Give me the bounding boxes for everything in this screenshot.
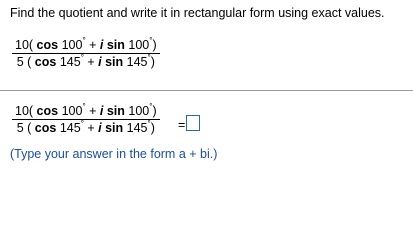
answer-numerator-cos-arg: 100 bbox=[61, 104, 83, 118]
fraction-numerator: 10( cos 100° + i sin 100°) bbox=[15, 36, 157, 52]
answer-format-hint-text: (Type your answer in the form a + bi.) bbox=[10, 147, 218, 161]
answer-numerator-sin-arg: 100 bbox=[128, 104, 150, 118]
instruction-text: Find the quotient and write it in rectangular form using exact values. bbox=[10, 6, 385, 20]
answer-numerator-coefficient: 10 bbox=[15, 104, 29, 118]
fraction-bar bbox=[12, 53, 160, 54]
answer-denominator-sin-arg: 145 bbox=[126, 121, 148, 135]
answer-fraction-numerator: 10( cos 100° + i sin 100°) bbox=[15, 102, 157, 118]
denominator-cos-arg: 145 bbox=[59, 55, 81, 69]
denominator-coefficient: 5 bbox=[16, 55, 24, 69]
numerator-cos-arg: 100 bbox=[61, 38, 83, 52]
answer-fraction bbox=[12, 104, 160, 135]
answer-fraction-bar bbox=[12, 119, 160, 120]
answer-denominator-coefficient: 5 bbox=[16, 121, 24, 135]
answer-denominator-cos-arg: 145 bbox=[59, 121, 81, 135]
answer-format-hint bbox=[10, 147, 217, 161]
equals-sign: = bbox=[178, 118, 186, 132]
denominator-sin-arg: 145 bbox=[126, 55, 148, 69]
section-divider bbox=[0, 90, 413, 91]
numerator-sin-arg: 100 bbox=[128, 38, 150, 52]
answer-fraction-denominator: 5 ( cos 145° + i sin 145°) bbox=[16, 119, 155, 135]
fraction-denominator: 5 ( cos 145° + i sin 145°) bbox=[16, 53, 155, 69]
problem-fraction bbox=[12, 38, 160, 69]
answer-input-box[interactable] bbox=[186, 115, 200, 131]
numerator-coefficient: 10 bbox=[15, 38, 29, 52]
